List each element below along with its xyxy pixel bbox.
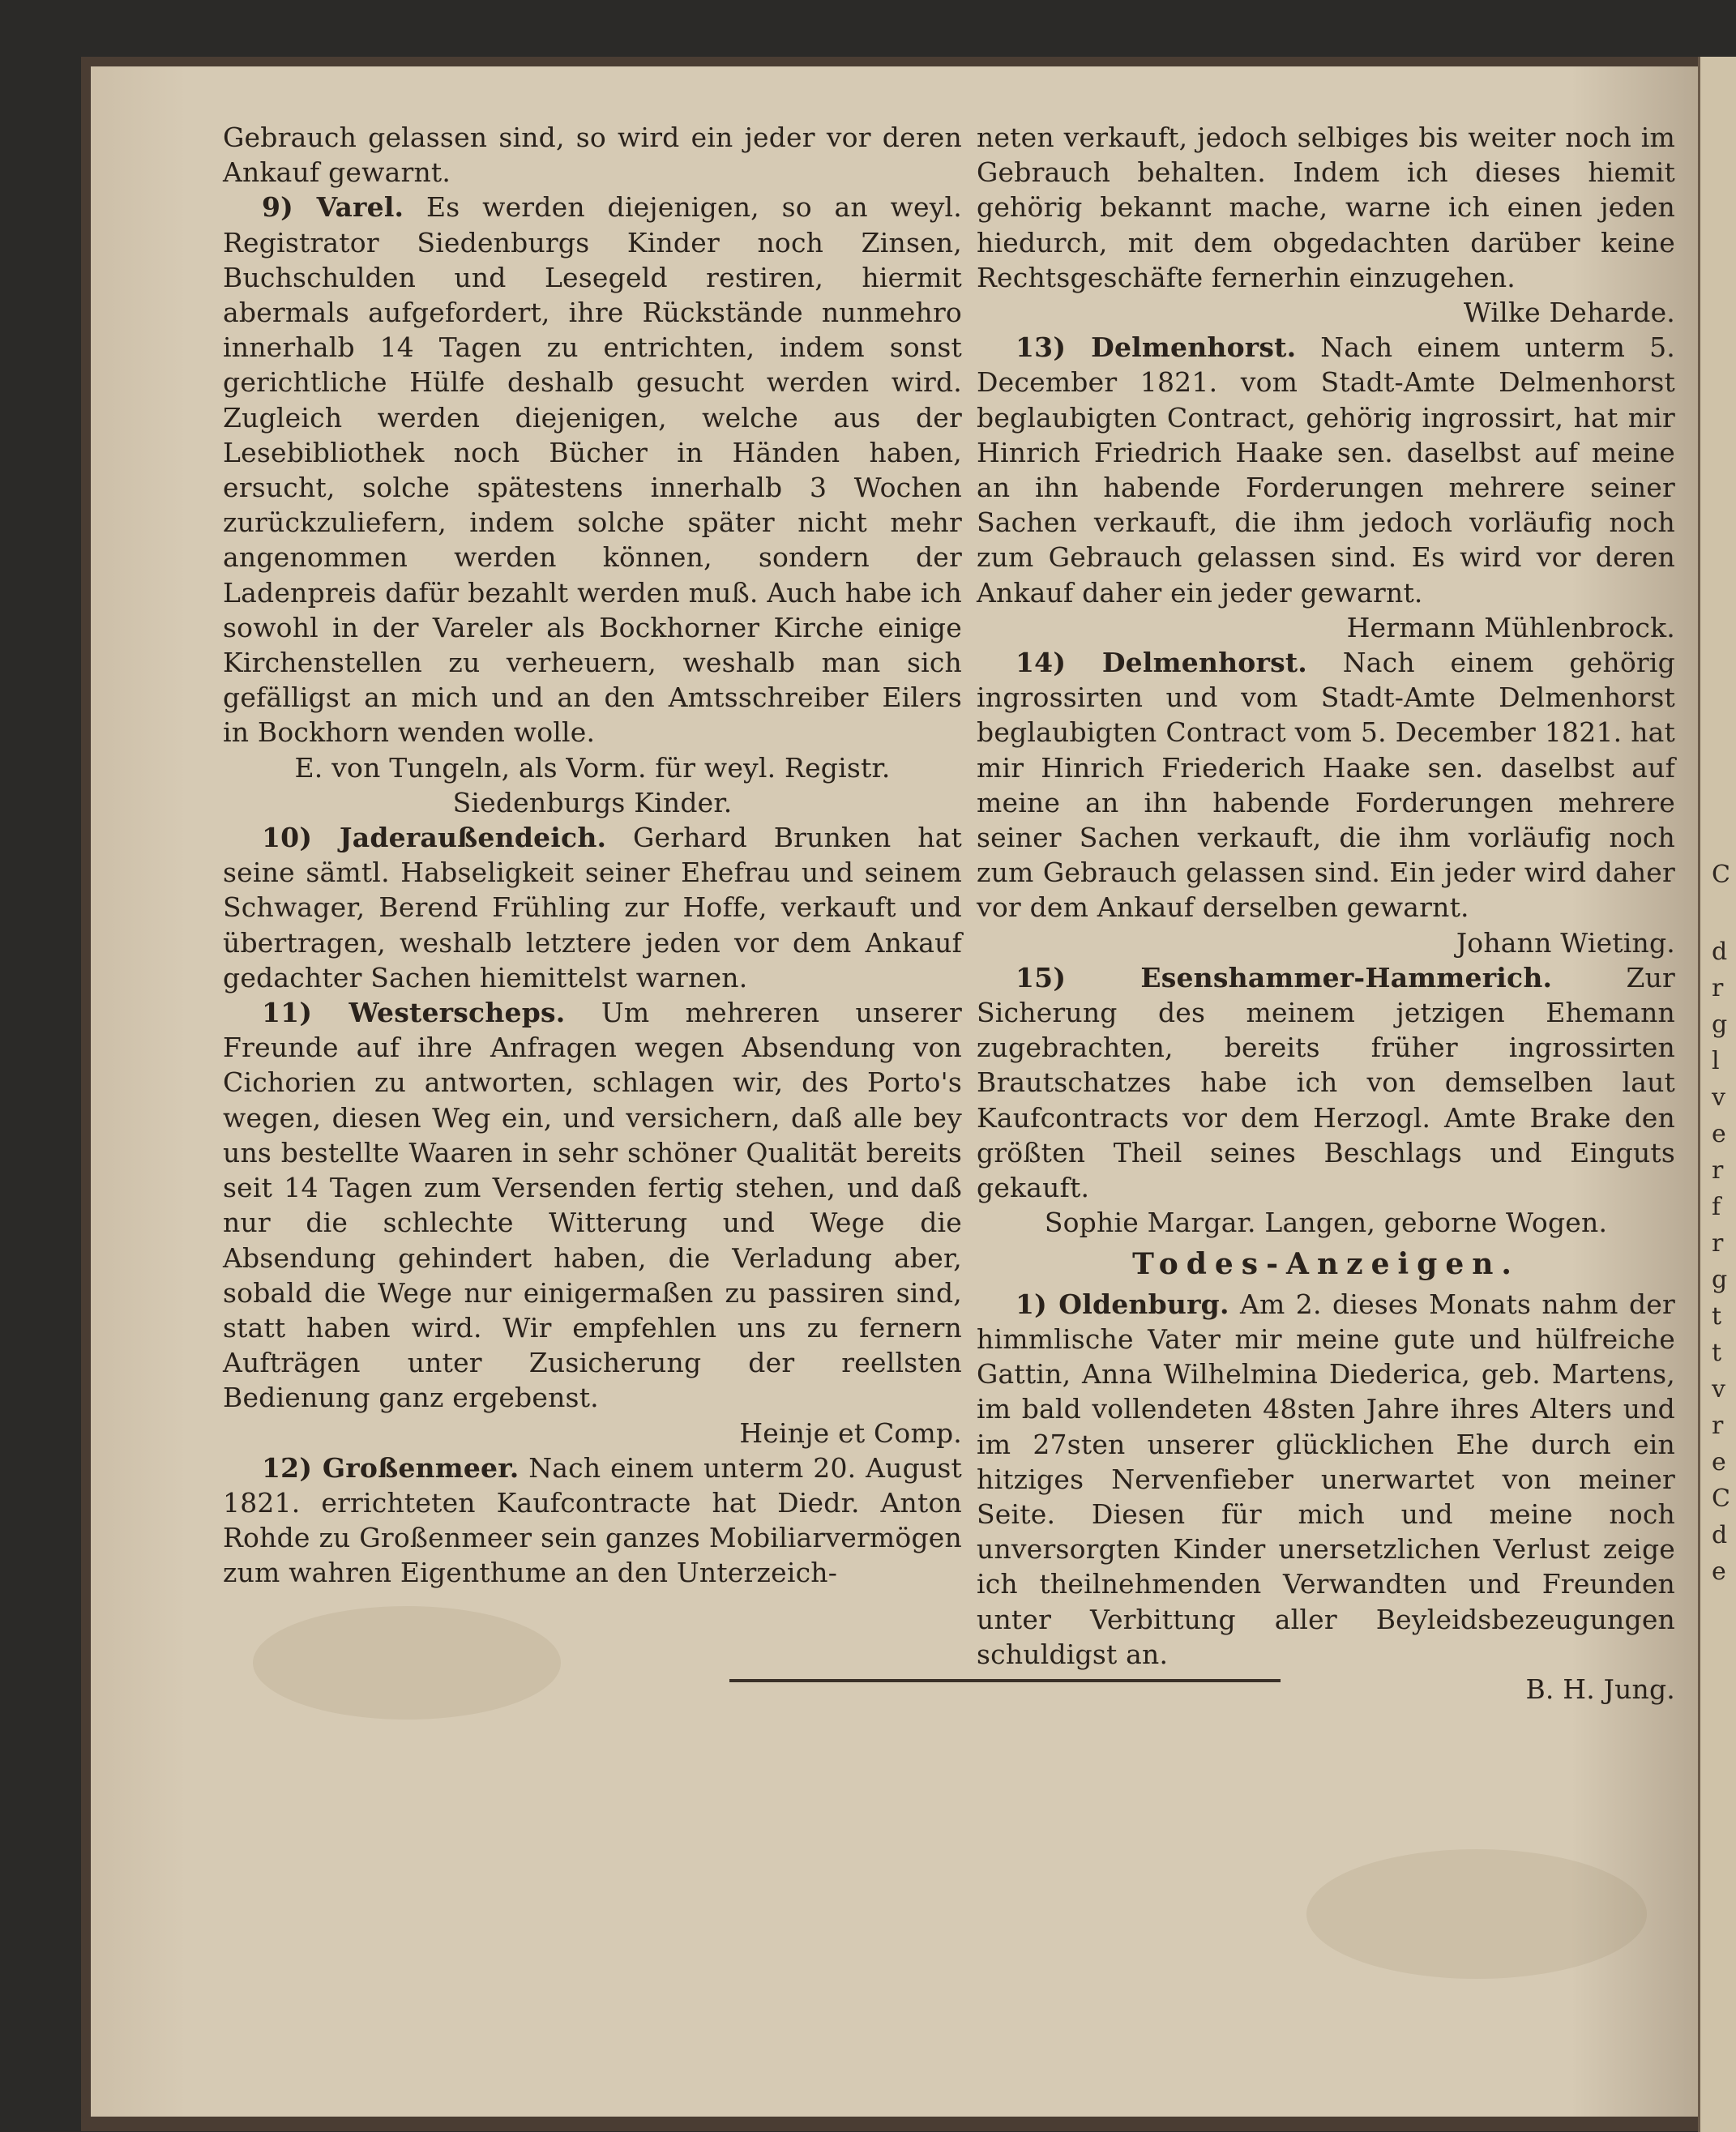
paper-stain [1306,1849,1647,1979]
notice-9 [223,190,962,750]
notice-continuation: Gebrauch gelassen sind, so wird ein jeder vor deren Ankauf gewarnt. [223,122,962,189]
notice-13-text: Nach einem unterm 5. December 1821. vom Stadt-Amte Delmenhorst beglaubigten Contract, gehörig ingrossirt, hat mir Hinrich Friedrich Haake sen. daselbst auf meine an ihn habende Forderungen mehrere seiner Sachen verkauft, die ihm jedoch vorläufig noch zum Gebrauch gelassen sind. Es wird vor deren Ankauf daher ein jeder gewarnt. [977,331,1675,609]
notice-9-place: 9) Varel. [262,191,404,224]
margin-letter: l [1712,1047,1720,1075]
notice-12-continuation: neten verkauft, jedoch selbiges bis weiter noch im Gebrauch behalten. Indem ich dieses hiemit gehörig bekannt mache, warne ich einen jeden hiedurch, mit dem obgedachten darüber keine Rechtsgeschäfte fernerhin einzugehen. [977,122,1675,293]
margin-letter: r [1712,974,1724,1002]
notice-12-signature: Wilke Deharde. [1463,297,1675,329]
paper-stain [253,1606,561,1720]
notice-12-text: Nach einem unterm 20. August 1821. errichteten Kaufcontracte hat Diedr. Anton Rohde zu Großenmeer sein ganzes Mobiliarvermögen zum wahren Eigenthume an den Unterzeich- [223,1451,962,1589]
closing-rule [729,1679,1281,1682]
notice-13-place: 13) Delmenhorst. [1016,331,1297,364]
notice-10-place: 10) Jaderaußendeich. [262,822,607,854]
margin-letter: g [1712,1266,1728,1294]
notice-11-place: 11) Westerscheps. [262,997,566,1029]
notice-11-signature: Heinje et Comp. [739,1416,962,1449]
margin-letter: e [1712,1120,1726,1148]
notice-15 [977,960,1675,1205]
notice-15-place: 15) Esenshammer-Hammerich. [1016,961,1553,993]
left-column [223,120,962,1591]
notice-15-text: Zur Sicherung des meinem jetzigen Ehemann zugebrachten, bereits früher ingrossirten Brautschatzes habe ich von demselben laut Kaufcontracts vor dem Herzogl. Amte Brake den größten Theil seines Beschlags und Einguts gekauft. [977,961,1675,1204]
notice-14-place: 14) Delmenhorst. [1016,647,1307,679]
margin-letter: v [1712,1375,1725,1404]
notice-10-text: Gerhard Brunken hat seine sämtl. Habseligkeit seiner Ehefrau und seinem Schwager, Berend Frühling zur Hoffe, verkauft und übertragen, weshalb letztere jeden vor dem Ankauf gedachter Sachen hiemittelst warnen. [223,822,962,993]
right-column [977,120,1675,1707]
death-notice-1 [977,1287,1675,1672]
margin-letter: C [1712,1485,1730,1513]
margin-letter: v [1712,1083,1725,1112]
next-page-edge [1698,57,1736,2132]
margin-letter: f [1712,1193,1721,1221]
notice-11-text: Um mehreren unserer Freunde auf ihre Anfragen wegen Absendung von Cichorien zu antworten, schlagen wir, des Porto's wegen, diesen Weg ein, und versichern, daß alle bey uns bestellte Waaren in sehr schöner Qualität bereits seit 14 Tagen zum Versenden fertig stehen, und daß nur die schlechte Witterung und Wege die Absendung gehindert haben, die Verladung aber, sobald die Wege nur einigermaßen zu passiren sind, statt haben wird. Wir empfehlen uns zu fernern Aufträgen unter Zusicherung der reellsten Bedienung ganz ergebenst. [223,997,962,1414]
notice-13 [977,330,1675,610]
section-heading: Todes-Anzeigen. [1132,1246,1520,1281]
notice-14 [977,645,1675,925]
notice-12-place: 12) Großenmeer. [262,1451,520,1484]
margin-letter: g [1712,1010,1728,1039]
margin-letter: e [1712,1448,1726,1476]
margin-letter: C [1712,861,1730,889]
margin-letter: r [1712,1412,1724,1440]
notice-14-text: Nach einem gehörig ingrossirten und vom Stadt-Amte Delmenhorst beglaubigten Contract vom 5. December 1821. hat mir Hinrich Friederich Haake sen. daselbst auf meine an ihn habende Forderungen mehrere seiner Sachen verkauft, die ihm vorläufig noch zum Gebrauch gelassen sind. Ein jeder wird daher vor dem Ankauf derselben gewarnt. [977,647,1675,924]
notice-11 [223,995,962,1415]
margin-letter: e [1712,1557,1726,1586]
margin-letter: t [1712,1302,1722,1331]
death-notice-1-signature: B. H. Jung. [1525,1673,1675,1705]
margin-letter: t [1712,1339,1722,1367]
death-notice-1-text: Am 2. dieses Monats nahm der himmlische Vater mir meine gute und hülfreiche Gattin, Anna Wilhelmina Diederica, geb. Martens, im bald vollendeten 48sten Jahre ihres Alters und im 27sten unserer glücklichen Ehe durch ein hitziges Nervenfieber unerwartet von meiner Seite. Diesen für mich und meine noch unversorgten Kinder unersetzlichen Verlust zeige ich theilnehmenden Verwandten und Freunden unter Verbittung aller Beyleidsbezeugungen schuldigst an. [977,1288,1675,1670]
notice-13-signature: Hermann Mühlenbrock. [1346,611,1675,643]
notice-14-signature: Johann Wieting. [1456,926,1675,959]
margin-letter: r [1712,1229,1724,1258]
margin-letter: r [1712,1156,1724,1185]
notice-10 [223,820,962,995]
notice-12 [223,1451,962,1591]
margin-letter: d [1712,938,1728,966]
margin-letter: d [1712,1521,1728,1549]
death-notice-1-place: 1) Oldenburg. [1016,1288,1229,1320]
notice-9-text: Es werden diejenigen, so an weyl. Registrator Siedenburgs Kinder noch Zinsen, Buchschulden und Lesegeld restiren, hiermit abermals aufgefordert, ihre Rückstände nunmehro innerhalb 14 Tagen zu entrichten, indem sonst gerichtliche Hülfe deshalb gesucht werden wird. Zugleich werden diejenigen, welche aus der Lesebibliothek noch Bücher in Händen haben, ersucht, solche spätestens innerhalb 3 Wochen zurückzuliefern, indem solche später nicht mehr angenommen werden können, sondern der Ladenpreis dafür bezahlt werden muß. Auch habe ich sowohl in der Vareler als Bockhorner Kirche einige Kirchenstellen zu verheuern, weshalb man sich gefälligst an mich und an den Amtsschreiber Eilers in Bockhorn wenden wolle. [223,191,962,749]
notice-15-signature: Sophie Margar. Langen, geborne Wogen. [1044,1207,1608,1239]
notice-9-signature: E. von Tungeln, als Vorm. für weyl. Registr. Siedenburgs Kinder. [294,751,891,818]
